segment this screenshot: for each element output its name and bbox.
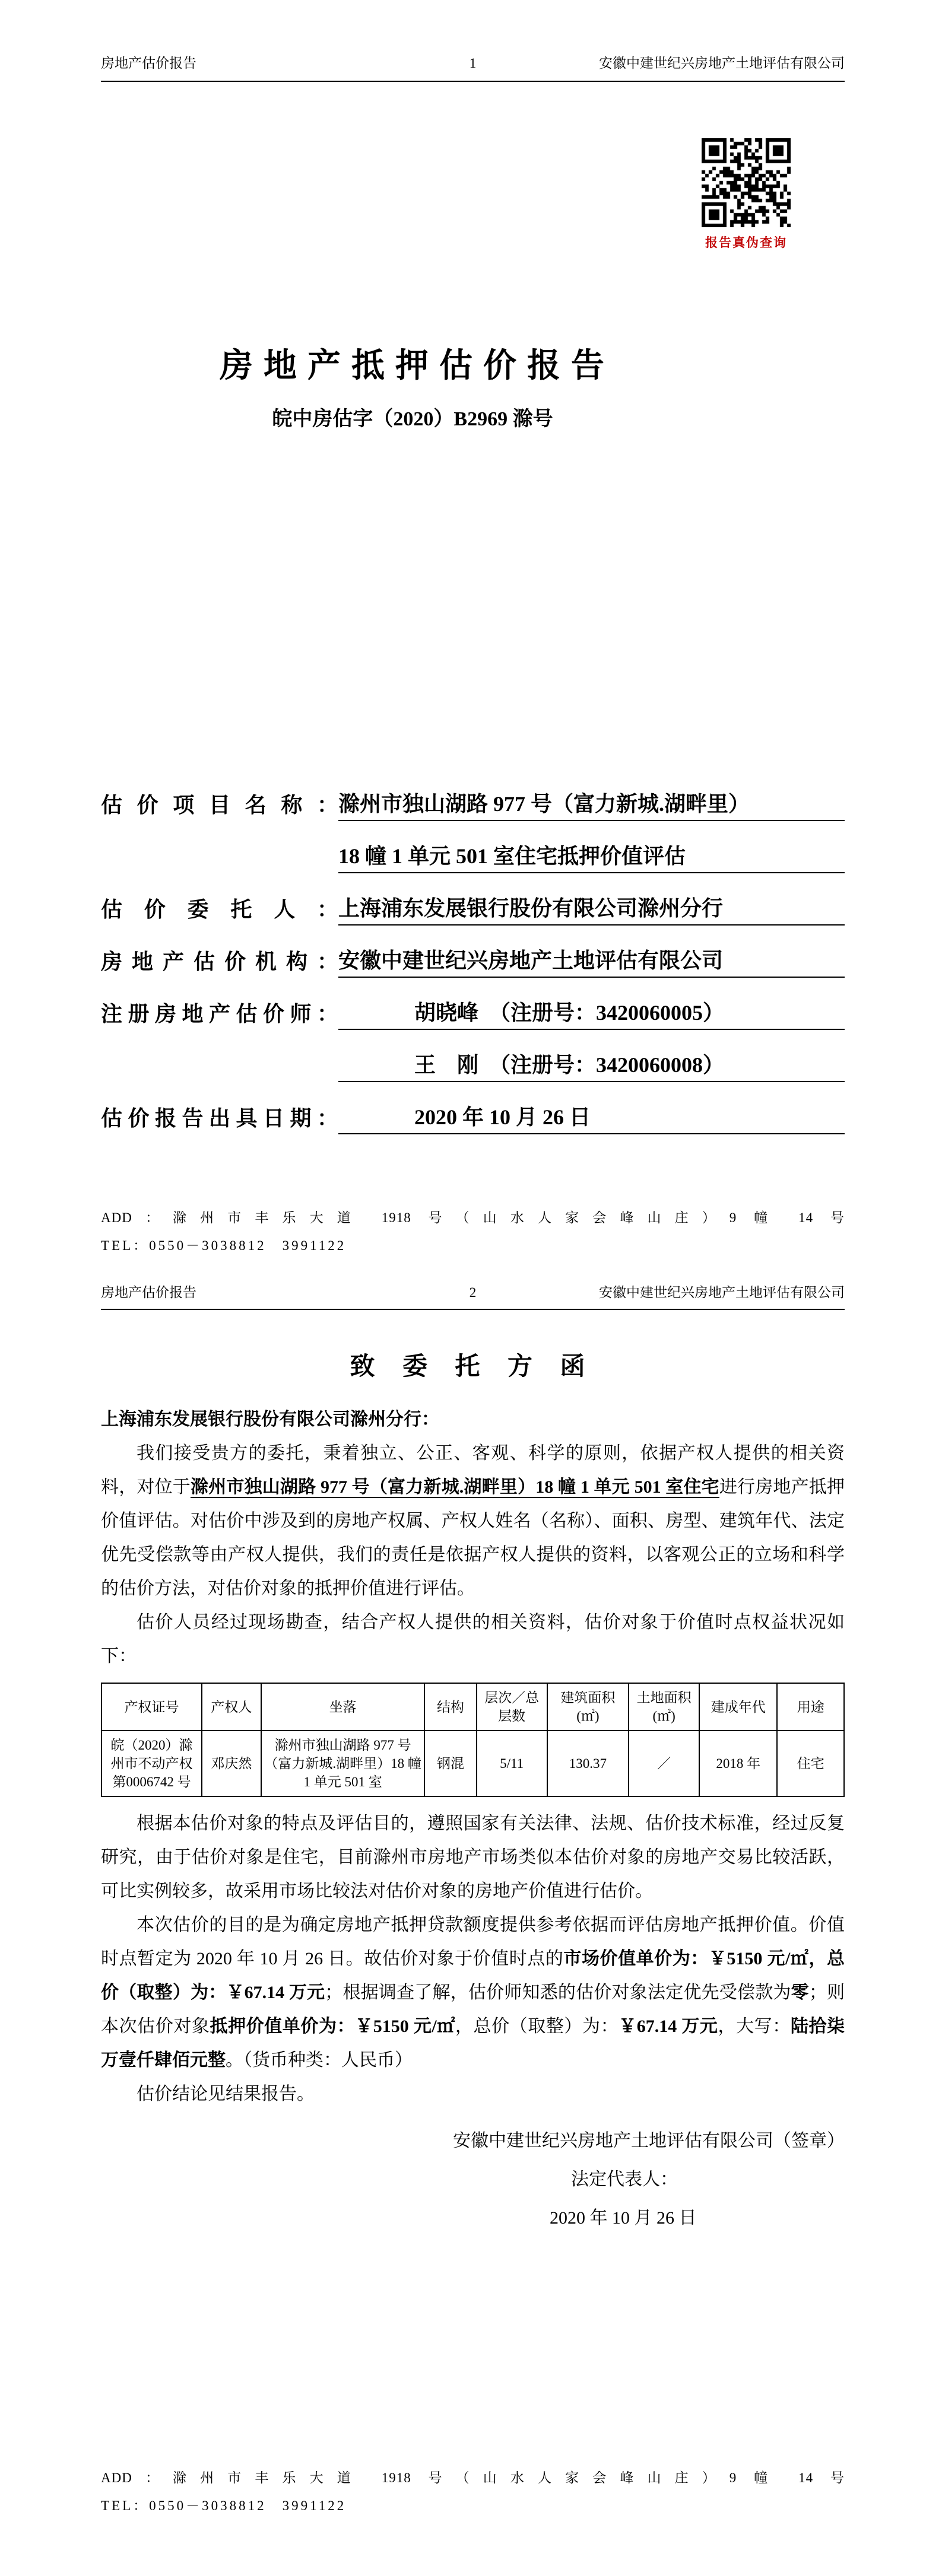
table-cell-usage: 住宅	[777, 1731, 844, 1796]
field-value: 上海浦东发展银行股份有限公司滁州分行	[338, 892, 845, 926]
paragraph-2: 估价人员经过现场勘查，结合产权人提供的相关资料，估价对象于价值时点权益状况如下：	[101, 1613, 845, 1666]
page-number: 1	[469, 56, 477, 71]
table-cell-certificate-no: 皖（2020）滁州市不动产权第0006742 号	[102, 1731, 202, 1796]
legal-representative-label: 法定代表人：	[571, 2170, 678, 2190]
table-cell-building-area: 130.37	[547, 1731, 629, 1796]
table-cell-structure: 钢混	[424, 1731, 477, 1796]
table-header-cell: 产权人	[202, 1683, 261, 1731]
page-1	[0, 0, 942, 1271]
paragraph-4	[101, 1908, 845, 2077]
zero-priority-highlight: 零	[791, 1983, 809, 2003]
field-row-project-line2	[101, 821, 845, 873]
letter-title: 致 委 托 方 函	[350, 1353, 596, 1381]
field-value: 18 幢 1 单元 501 室住宅抵押价值评估	[338, 839, 845, 873]
property-description-highlight: 滁州市独山湖路 977 号（富力新城.湖畔里）18 幢 1 单元 501 室住宅	[190, 1477, 719, 1497]
page-header	[101, 1281, 845, 1301]
text-segment: ，大写：	[718, 2017, 791, 2037]
table-header-cell: 结构	[424, 1683, 477, 1731]
field-value: 2020 年 10 月 26 日	[338, 1101, 845, 1134]
field-row-appraiser-2	[101, 1030, 845, 1082]
table-cell-owner: 邓庆然	[202, 1731, 261, 1796]
amount-in-words-highlight: 陆拾柒万壹仟肆佰元整	[101, 2017, 845, 2071]
page-2	[0, 1271, 942, 2576]
text-segment: 。（货币种类：人民币）	[226, 2050, 413, 2071]
field-row-appraiser-1	[101, 978, 845, 1030]
signature-company: 安徽中建世纪兴房地产土地评估有限公司（签章）	[453, 2131, 845, 2151]
header-rule	[101, 1309, 845, 1310]
header-rule	[101, 81, 845, 82]
signature-date: 2020 年 10 月 26 日	[550, 2208, 697, 2228]
text-segment: 进行房地产抵押价值评估。对估价中涉及到的房地产权属、产权人姓名（名称）、面积、房型、建筑年代、法定优先受偿款等由产权人提供，我们的责任是依据产权人提供的资料，以客观公正的立场和科学的估价方法，对估价对象的抵押价值进行评估。	[101, 1477, 845, 1598]
table-cell-floor: 5/11	[477, 1731, 547, 1796]
header-doc-title: 房地产估价报告	[101, 1285, 196, 1300]
text-segment: ，总价（取整）为：	[455, 2017, 619, 2037]
property-rights-table	[101, 1683, 845, 1797]
field-row-client	[101, 873, 845, 926]
table-cell-built-year: 2018 年	[699, 1731, 777, 1796]
table-header-row	[102, 1683, 844, 1731]
field-value: 安徽中建世纪兴房地产土地评估有限公司	[338, 944, 845, 978]
text-segment: ；则本次估价对象	[101, 1983, 845, 2037]
footer-address: ADD：滁州市丰乐大道 1918 号（山水人家会峰山庄）9 幢 14 号	[101, 2470, 845, 2485]
field-row-issue-date	[101, 1082, 845, 1134]
mortgage-total-highlight: ￥67.14 万元	[619, 2017, 718, 2037]
footer-tel: TEL：0550－3038812 3991122	[101, 2498, 347, 2513]
report-number: 皖中房估字（2020）B2969 滁号	[272, 408, 553, 430]
page-footer	[101, 2467, 845, 2514]
paragraph-1	[101, 1436, 845, 1605]
page-header	[101, 52, 845, 72]
paragraph-3: 根据本估价对象的特点及评估目的，遵照国家有关法律、法规、估价技术标准，经过反复研究，由于估价对象是住宅，目前滁州市房地产市场类似本估价对象的房地产交易比较活跃，可比实例较多，故采用市场比较法对估价对象的房地产价值进行估价。	[101, 1814, 845, 1901]
qr-caption: 报告真伪查询	[705, 236, 787, 250]
cover-form	[101, 769, 845, 1134]
table-header-cell: 土地面积(㎡)	[629, 1683, 699, 1731]
table-header-cell: 产权证号	[102, 1683, 202, 1731]
table-cell-land-area: ／	[629, 1731, 699, 1796]
field-label: 估价委托人：	[101, 898, 338, 921]
mortgage-unit-price-highlight: 抵押价值单价为：￥5150 元/㎡	[210, 2017, 455, 2037]
table-row	[102, 1731, 844, 1796]
text-segment: 本次估价的目的是为确定房地产抵押贷款额度提供参考依据而评估房地产抵押价值。价值时点暂定为 2020 年 10 月 26 日。故估价对象于价值时点的	[101, 1915, 845, 1969]
qr-block	[702, 138, 791, 251]
field-row-agency	[101, 926, 845, 978]
table-cell-location: 滁州市独山湖路 977 号（富力新城.湖畔里）18 幢 1 单元 501 室	[261, 1731, 424, 1796]
header-company-name: 安徽中建世纪兴房地产土地评估有限公司	[599, 56, 845, 71]
field-value: 王 刚 （注册号：3420060008）	[338, 1048, 845, 1082]
addressee: 上海浦东发展银行股份有限公司滁州分行：	[101, 1410, 439, 1429]
field-row-project	[101, 769, 845, 821]
header-doc-title: 房地产估价报告	[101, 56, 196, 71]
report-title: 房 地 产 抵 押 估 价 报 告	[220, 348, 605, 384]
page-number: 2	[469, 1285, 477, 1300]
table-header-cell: 建筑面积(㎡)	[547, 1683, 629, 1731]
header-company-name: 安徽中建世纪兴房地产土地评估有限公司	[599, 1285, 845, 1300]
paragraph-5: 估价结论见结果报告。	[137, 2084, 315, 2104]
table-header-cell: 用途	[777, 1683, 844, 1731]
footer-tel: TEL：0550－3038812 3991122	[101, 1238, 347, 1253]
field-value: 胡晓峰 （注册号：3420060005）	[338, 996, 845, 1030]
footer-address: ADD：滁州市丰乐大道 1918 号（山水人家会峰山庄）9 幢 14 号	[101, 1210, 845, 1225]
field-value: 滁州市独山湖路 977 号（富力新城.湖畔里）	[338, 787, 845, 821]
table-header-cell: 建成年代	[699, 1683, 777, 1731]
letter-body	[101, 1403, 845, 2235]
qr-code	[702, 138, 791, 227]
field-label: 估价项目名称：	[101, 793, 338, 817]
market-value-highlight: 市场价值单价为：￥5150 元/㎡，总价（取整）为：￥67.14 万元	[101, 1949, 845, 2003]
text-segment: 我们接受贵方的委托，秉着独立、公正、客观、科学的原则，依据产权人提供的相关资料，对位于	[101, 1443, 845, 1497]
text-segment: ；根据调查了解，估价师知悉的估价对象法定优先受偿款为	[325, 1983, 791, 2003]
page-footer	[101, 1207, 845, 1254]
field-label: 房地产估价机构：	[101, 950, 338, 974]
field-label: 注册房地产估价师：	[101, 1002, 338, 1026]
table-header-cell: 层次／总层数	[477, 1683, 547, 1731]
table-header-cell: 坐落	[261, 1683, 424, 1731]
field-label: 估价报告出具日期：	[101, 1106, 338, 1130]
